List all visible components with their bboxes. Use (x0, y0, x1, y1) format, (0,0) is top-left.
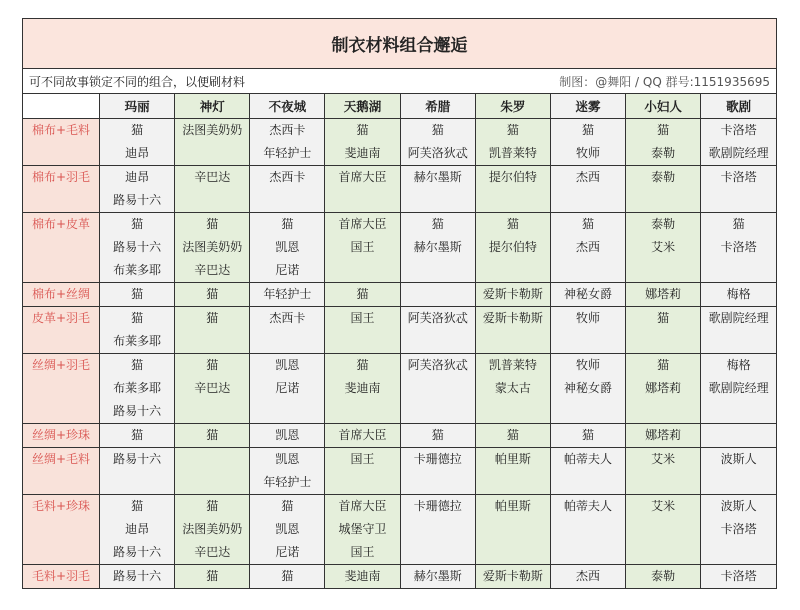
material-combo-label: 毛料+羽毛 (31, 569, 91, 583)
character-name: 猫 (356, 287, 369, 301)
table-cell (550, 213, 625, 283)
character-name: 猫 (206, 499, 219, 513)
table-cell (626, 283, 701, 307)
table-cell (701, 166, 776, 213)
table-cell (175, 565, 250, 589)
character-name: 猫 (131, 123, 144, 137)
character-name: 卡洛塔 (720, 569, 757, 583)
character-name: 赫尔墨斯 (413, 240, 462, 254)
character-name: 首席大臣 (338, 217, 387, 231)
character-name: 年轻护士 (263, 146, 312, 160)
character-name: 娜塔莉 (645, 381, 682, 395)
column-header: 朱罗 (475, 94, 550, 119)
material-combo-label: 皮革+羽毛 (31, 311, 91, 325)
character-name: 赫尔墨斯 (413, 569, 462, 583)
table-cell (626, 448, 701, 495)
row-label-cell (23, 424, 100, 448)
table-cell (400, 448, 475, 495)
character-name: 卡洛塔 (720, 240, 757, 254)
character-name: 艾米 (651, 452, 676, 466)
character-name: 凯恩 (275, 240, 300, 254)
character-name: 猫 (281, 217, 294, 231)
table-cell (325, 166, 400, 213)
table-cell (701, 565, 776, 589)
table-cell (100, 213, 175, 283)
table-row (23, 448, 776, 495)
character-name: 凯普莱特 (488, 358, 537, 372)
table-cell (626, 565, 701, 589)
character-name: 猫 (206, 287, 219, 301)
table-cell (400, 354, 475, 424)
column-header: 神灯 (175, 94, 250, 119)
combination-table-sheet (22, 18, 777, 589)
character-name: 布莱多耶 (113, 263, 162, 277)
table-cell (325, 283, 400, 307)
column-header: 不夜城 (250, 94, 325, 119)
character-name: 阿芙洛狄忒 (407, 358, 468, 372)
character-name: 猫 (431, 428, 444, 442)
character-name: 泰勒 (651, 569, 676, 583)
table-cell (250, 448, 325, 495)
table-cell (701, 213, 776, 283)
material-combo-label: 棉布+皮革 (31, 217, 91, 231)
character-name: 牧师 (576, 358, 601, 372)
row-label-cell (23, 119, 100, 166)
table-cell (550, 283, 625, 307)
character-name: 猫 (206, 358, 219, 372)
character-name: 猫 (506, 428, 519, 442)
character-name: 猫 (506, 217, 519, 231)
character-name: 波斯人 (720, 499, 757, 513)
character-name: 路易十六 (113, 240, 162, 254)
table-cell (550, 448, 625, 495)
row-label-cell (23, 213, 100, 283)
character-name: 泰勒 (651, 146, 676, 160)
character-name: 猫 (281, 569, 294, 583)
row-label-cell (23, 448, 100, 495)
character-name: 歌剧院经理 (708, 146, 769, 160)
character-name: 歌剧院经理 (708, 381, 769, 395)
table-cell (325, 495, 400, 565)
table-row (23, 213, 776, 283)
table-cell (250, 424, 325, 448)
character-name: 猫 (131, 358, 144, 372)
material-combo-label: 丝绸+珍珠 (31, 428, 91, 442)
character-name: 泰勒 (651, 170, 676, 184)
table-cell (475, 565, 550, 589)
character-name: 猫 (131, 217, 144, 231)
table-cell (701, 448, 776, 495)
table-cell (250, 283, 325, 307)
table-cell (325, 213, 400, 283)
page-title: 制衣材料组合邂逅 (23, 19, 776, 69)
table-row (23, 565, 776, 589)
character-name: 猫 (431, 217, 444, 231)
character-name: 国王 (350, 545, 375, 559)
character-name: 猫 (582, 428, 595, 442)
table-cell (100, 119, 175, 166)
combination-table (23, 94, 776, 588)
character-name: 赫尔墨斯 (413, 170, 462, 184)
table-cell (475, 424, 550, 448)
table-cell (550, 119, 625, 166)
column-header: 玛丽 (100, 94, 175, 119)
character-name: 尼诺 (275, 381, 300, 395)
character-name: 布莱多耶 (113, 334, 162, 348)
table-cell (626, 495, 701, 565)
table-cell (701, 307, 776, 354)
subtitle-row (23, 69, 776, 94)
character-name: 歌剧院经理 (708, 311, 769, 325)
table-cell (400, 213, 475, 283)
table-cell (250, 213, 325, 283)
character-name: 猫 (657, 311, 670, 325)
table-cell (325, 424, 400, 448)
character-name: 路易十六 (113, 193, 162, 207)
character-name: 国王 (350, 240, 375, 254)
table-row (23, 354, 776, 424)
table-cell (250, 565, 325, 589)
table-cell (626, 424, 701, 448)
character-name: 神秘女爵 (564, 287, 613, 301)
material-combo-label: 丝绸+羽毛 (31, 358, 91, 372)
column-header: 迷雾 (550, 94, 625, 119)
character-name: 凯普莱特 (488, 146, 537, 160)
table-cell (550, 354, 625, 424)
column-header: 天鹅湖 (325, 94, 400, 119)
character-name: 卡珊德拉 (413, 452, 462, 466)
character-name: 国王 (350, 311, 375, 325)
character-name: 猫 (131, 311, 144, 325)
character-name: 斐迪南 (344, 146, 381, 160)
table-cell (175, 354, 250, 424)
character-name: 牧师 (576, 311, 601, 325)
row-label-cell (23, 495, 100, 565)
row-label-cell (23, 565, 100, 589)
character-name: 卡洛塔 (720, 522, 757, 536)
character-name: 辛巴达 (194, 545, 231, 559)
table-cell (626, 213, 701, 283)
character-name: 猫 (431, 123, 444, 137)
table-cell (550, 166, 625, 213)
character-name: 猫 (131, 499, 144, 513)
character-name: 杰西卡 (269, 123, 306, 137)
table-cell (250, 354, 325, 424)
character-name: 猫 (206, 311, 219, 325)
table-cell (701, 424, 776, 448)
character-name: 迪昂 (125, 522, 150, 536)
character-name: 迪昂 (125, 146, 150, 160)
character-name: 牧师 (576, 146, 601, 160)
subtitle-note: 可不同故事锁定不同的组合，以便刷材料 (29, 74, 246, 89)
table-cell (250, 166, 325, 213)
character-name: 阿芙洛狄忒 (407, 146, 468, 160)
table-cell (550, 307, 625, 354)
character-name: 猫 (732, 217, 745, 231)
table-cell (175, 424, 250, 448)
table-cell (400, 495, 475, 565)
character-name: 娜塔莉 (645, 428, 682, 442)
table-cell (175, 495, 250, 565)
character-name: 卡洛塔 (720, 123, 757, 137)
table-cell (325, 354, 400, 424)
table-cell (400, 283, 475, 307)
table-cell (250, 119, 325, 166)
table-cell (626, 119, 701, 166)
table-cell (475, 166, 550, 213)
material-combo-label: 棉布+丝绸 (31, 287, 91, 301)
table-cell (475, 495, 550, 565)
table-row (23, 495, 776, 565)
table-cell (475, 354, 550, 424)
table-cell (475, 283, 550, 307)
character-name: 杰西 (576, 170, 601, 184)
table-cell (475, 448, 550, 495)
table-cell (400, 307, 475, 354)
character-name: 蒙太古 (494, 381, 531, 395)
table-cell (100, 307, 175, 354)
character-name: 尼诺 (275, 263, 300, 277)
character-name: 猫 (281, 499, 294, 513)
character-name: 布莱多耶 (113, 381, 162, 395)
character-name: 娜塔莉 (645, 287, 682, 301)
table-cell (100, 354, 175, 424)
character-name: 城堡守卫 (338, 522, 387, 536)
table-row (23, 119, 776, 166)
character-name: 泰勒 (651, 217, 676, 231)
character-name: 提尔伯特 (488, 170, 537, 184)
row-label-cell (23, 166, 100, 213)
row-label-cell (23, 354, 100, 424)
character-name: 辛巴达 (194, 263, 231, 277)
character-name: 路易十六 (113, 404, 162, 418)
character-name: 猫 (206, 569, 219, 583)
character-name: 迪昂 (125, 170, 150, 184)
character-name: 帕里斯 (494, 452, 531, 466)
character-name: 法图美奶奶 (182, 240, 243, 254)
character-name: 法图美奶奶 (182, 123, 243, 137)
character-name: 帕蒂夫人 (564, 499, 613, 513)
table-cell (325, 448, 400, 495)
table-row (23, 424, 776, 448)
table-cell (100, 565, 175, 589)
character-name: 斐迪南 (344, 381, 381, 395)
character-name: 凯恩 (275, 358, 300, 372)
character-name: 杰西卡 (269, 311, 306, 325)
table-cell (550, 424, 625, 448)
credit-text: 制图：@舞阳 / QQ 群号:1151935695 (559, 74, 770, 89)
table-cell (400, 119, 475, 166)
character-name: 爱斯卡勒斯 (482, 311, 543, 325)
character-name: 艾米 (651, 240, 676, 254)
character-name: 凯恩 (275, 452, 300, 466)
character-name: 猫 (582, 217, 595, 231)
character-name: 路易十六 (113, 545, 162, 559)
table-cell (626, 166, 701, 213)
character-name: 猫 (506, 123, 519, 137)
character-name: 猫 (657, 358, 670, 372)
character-name: 凯恩 (275, 428, 300, 442)
character-name: 猫 (582, 123, 595, 137)
character-name: 波斯人 (720, 452, 757, 466)
character-name: 辛巴达 (194, 381, 231, 395)
table-cell (325, 307, 400, 354)
character-name: 阿芙洛狄忒 (407, 311, 468, 325)
table-cell (400, 565, 475, 589)
character-name: 猫 (131, 428, 144, 442)
character-name: 首席大臣 (338, 170, 387, 184)
material-combo-label: 毛料+珍珠 (31, 499, 91, 513)
character-name: 梅格 (726, 358, 751, 372)
character-name: 路易十六 (113, 452, 162, 466)
table-cell (701, 283, 776, 307)
character-name: 斐迪南 (344, 569, 381, 583)
row-label-cell (23, 283, 100, 307)
character-name: 猫 (356, 123, 369, 137)
character-name: 辛巴达 (194, 170, 231, 184)
character-name: 卡洛塔 (720, 170, 757, 184)
table-header-row (23, 94, 776, 119)
table-cell (175, 448, 250, 495)
table-cell (475, 119, 550, 166)
table-cell (175, 283, 250, 307)
table-cell (701, 495, 776, 565)
table-cell (701, 354, 776, 424)
character-name: 年轻护士 (263, 475, 312, 489)
table-cell (175, 213, 250, 283)
character-name: 首席大臣 (338, 499, 387, 513)
table-cell (250, 307, 325, 354)
table-cell (550, 495, 625, 565)
character-name: 爱斯卡勒斯 (482, 287, 543, 301)
table-cell (175, 307, 250, 354)
table-cell (550, 565, 625, 589)
table-cell (175, 166, 250, 213)
character-name: 杰西 (576, 569, 601, 583)
character-name: 路易十六 (113, 569, 162, 583)
character-name: 杰西 (576, 240, 601, 254)
table-cell (400, 166, 475, 213)
material-combo-label: 棉布+羽毛 (31, 170, 91, 184)
character-name: 梅格 (726, 287, 751, 301)
character-name: 凯恩 (275, 522, 300, 536)
character-name: 爱斯卡勒斯 (482, 569, 543, 583)
table-cell (701, 119, 776, 166)
table-cell (100, 283, 175, 307)
table-cell (400, 424, 475, 448)
character-name: 帕里斯 (494, 499, 531, 513)
character-name: 帕蒂夫人 (564, 452, 613, 466)
character-name: 年轻护士 (263, 287, 312, 301)
character-name: 猫 (206, 217, 219, 231)
table-cell (325, 119, 400, 166)
character-name: 尼诺 (275, 545, 300, 559)
character-name: 杰西卡 (269, 170, 306, 184)
column-header: 希腊 (400, 94, 475, 119)
character-name: 猫 (131, 287, 144, 301)
table-cell (325, 565, 400, 589)
header-corner (23, 94, 100, 119)
table-cell (100, 166, 175, 213)
character-name: 首席大臣 (338, 428, 387, 442)
character-name: 艾米 (651, 499, 676, 513)
character-name: 提尔伯特 (488, 240, 537, 254)
table-row (23, 283, 776, 307)
table-cell (175, 119, 250, 166)
material-combo-label: 棉布+毛料 (31, 123, 91, 137)
character-name: 法图美奶奶 (182, 522, 243, 536)
column-header: 歌剧 (701, 94, 776, 119)
table-cell (250, 495, 325, 565)
character-name: 国王 (350, 452, 375, 466)
table-cell (475, 213, 550, 283)
character-name: 猫 (206, 428, 219, 442)
character-name: 卡珊德拉 (413, 499, 462, 513)
table-cell (100, 424, 175, 448)
table-cell (100, 495, 175, 565)
table-cell (475, 307, 550, 354)
character-name: 神秘女爵 (564, 381, 613, 395)
character-name: 猫 (356, 358, 369, 372)
table-row (23, 307, 776, 354)
column-header: 小妇人 (626, 94, 701, 119)
table-cell (100, 448, 175, 495)
character-name: 猫 (657, 123, 670, 137)
table-cell (626, 354, 701, 424)
table-cell (626, 307, 701, 354)
row-label-cell (23, 307, 100, 354)
table-row (23, 166, 776, 213)
material-combo-label: 丝绸+毛料 (31, 452, 91, 466)
